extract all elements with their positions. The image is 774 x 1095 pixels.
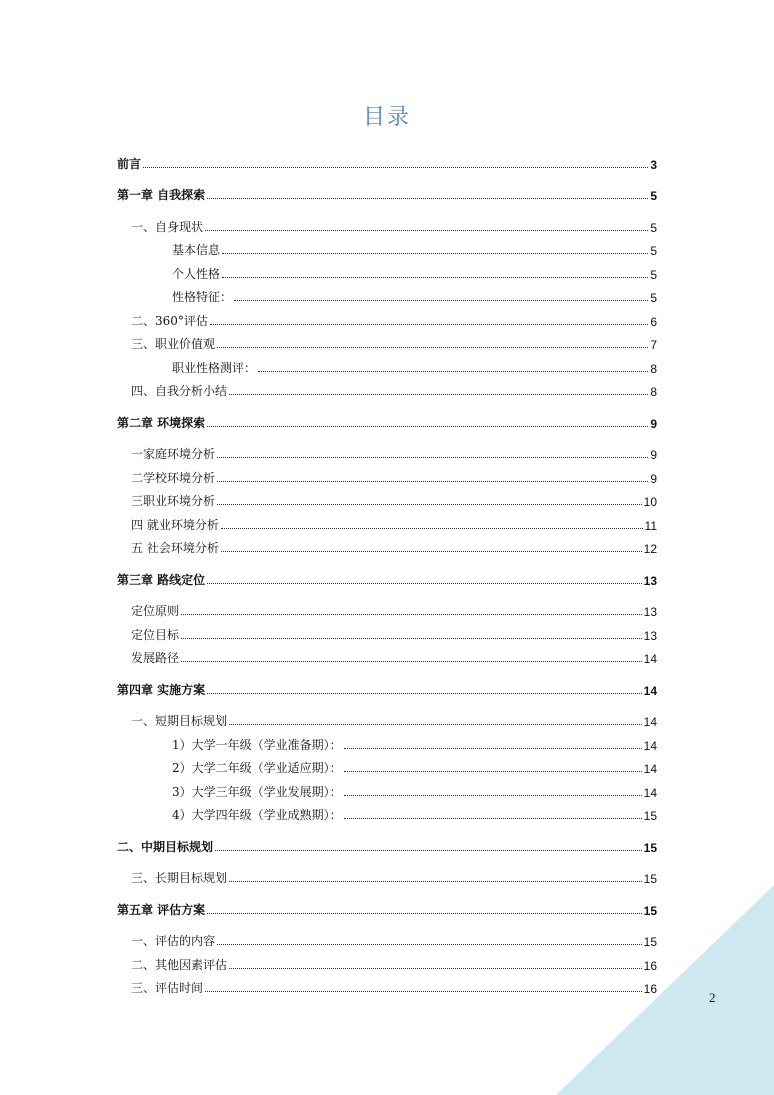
toc-entry[interactable]: 二学校环境分析 9 [131, 470, 657, 486]
toc-entry-chapter-5[interactable]: 第五章 评估方案 15 [117, 902, 657, 918]
toc-entry-chapter-4[interactable]: 第四章 实施方案 14 [117, 682, 657, 698]
toc-entry[interactable]: 职业性格测评： 8 [172, 360, 657, 376]
toc-entry[interactable]: 发展路径 14 [131, 651, 657, 666]
toc-entry[interactable]: 三职业环境分析 10 [131, 494, 657, 509]
toc-entry[interactable]: 四 就业环境分析 11 [131, 517, 657, 533]
toc-entry[interactable]: 二、其他因素评估 16 [131, 957, 657, 973]
toc-entry-midterm[interactable]: 二、中期目标规划 15 [117, 839, 657, 855]
toc-entry[interactable]: 2）大学二年级（学业适应期）： 14 [172, 761, 657, 776]
toc-entry[interactable]: 个人性格 5 [172, 266, 657, 282]
toc-entry[interactable]: 1）大学一年级（学业准备期）： 14 [172, 737, 657, 753]
toc-entry-preface[interactable]: 前言 3 [117, 156, 657, 172]
toc-entry[interactable]: 五 社会环境分析 12 [131, 541, 657, 556]
toc-entry[interactable]: 一、短期目标规划 14 [131, 714, 657, 729]
toc-entry[interactable]: 4）大学四年级（学业成熟期）： 15 [172, 808, 657, 823]
toc-entry[interactable]: 3）大学三年级（学业发展期）： 14 [172, 784, 657, 800]
toc-entry[interactable]: 四、自我分析小结 8 [131, 384, 657, 399]
toc-entry[interactable]: 一、自身现状 5 [131, 219, 657, 235]
toc-entry[interactable]: 基本信息 5 [172, 243, 657, 258]
table-of-contents [117, 148, 657, 996]
toc-entry[interactable]: 二、360°评估 6 [131, 313, 657, 329]
toc-entry[interactable]: 定位原则 13 [131, 604, 657, 619]
toc-entry[interactable]: 定位目标 13 [131, 627, 657, 643]
page-title: 目录 [362, 105, 411, 130]
toc-entry[interactable]: 一家庭环境分析 9 [131, 447, 657, 462]
toc-entry-chapter-1[interactable]: 第一章 自我探索 5 [117, 188, 657, 203]
toc-entry[interactable]: 三、评估时间 16 [131, 981, 657, 996]
toc-entry-chapter-2[interactable]: 第二章 环境探索 9 [117, 415, 657, 431]
toc-entry-chapter-3[interactable]: 第三章 路线定位 13 [117, 572, 657, 588]
page-number: 2 [709, 990, 716, 1005]
toc-entry[interactable]: 性格特征： 5 [172, 290, 657, 305]
toc-entry[interactable]: 一、评估的内容 15 [131, 934, 657, 949]
toc-entry[interactable]: 三、长期目标规划 15 [131, 871, 657, 886]
toc-entry[interactable]: 三、职业价值观 7 [131, 337, 657, 352]
